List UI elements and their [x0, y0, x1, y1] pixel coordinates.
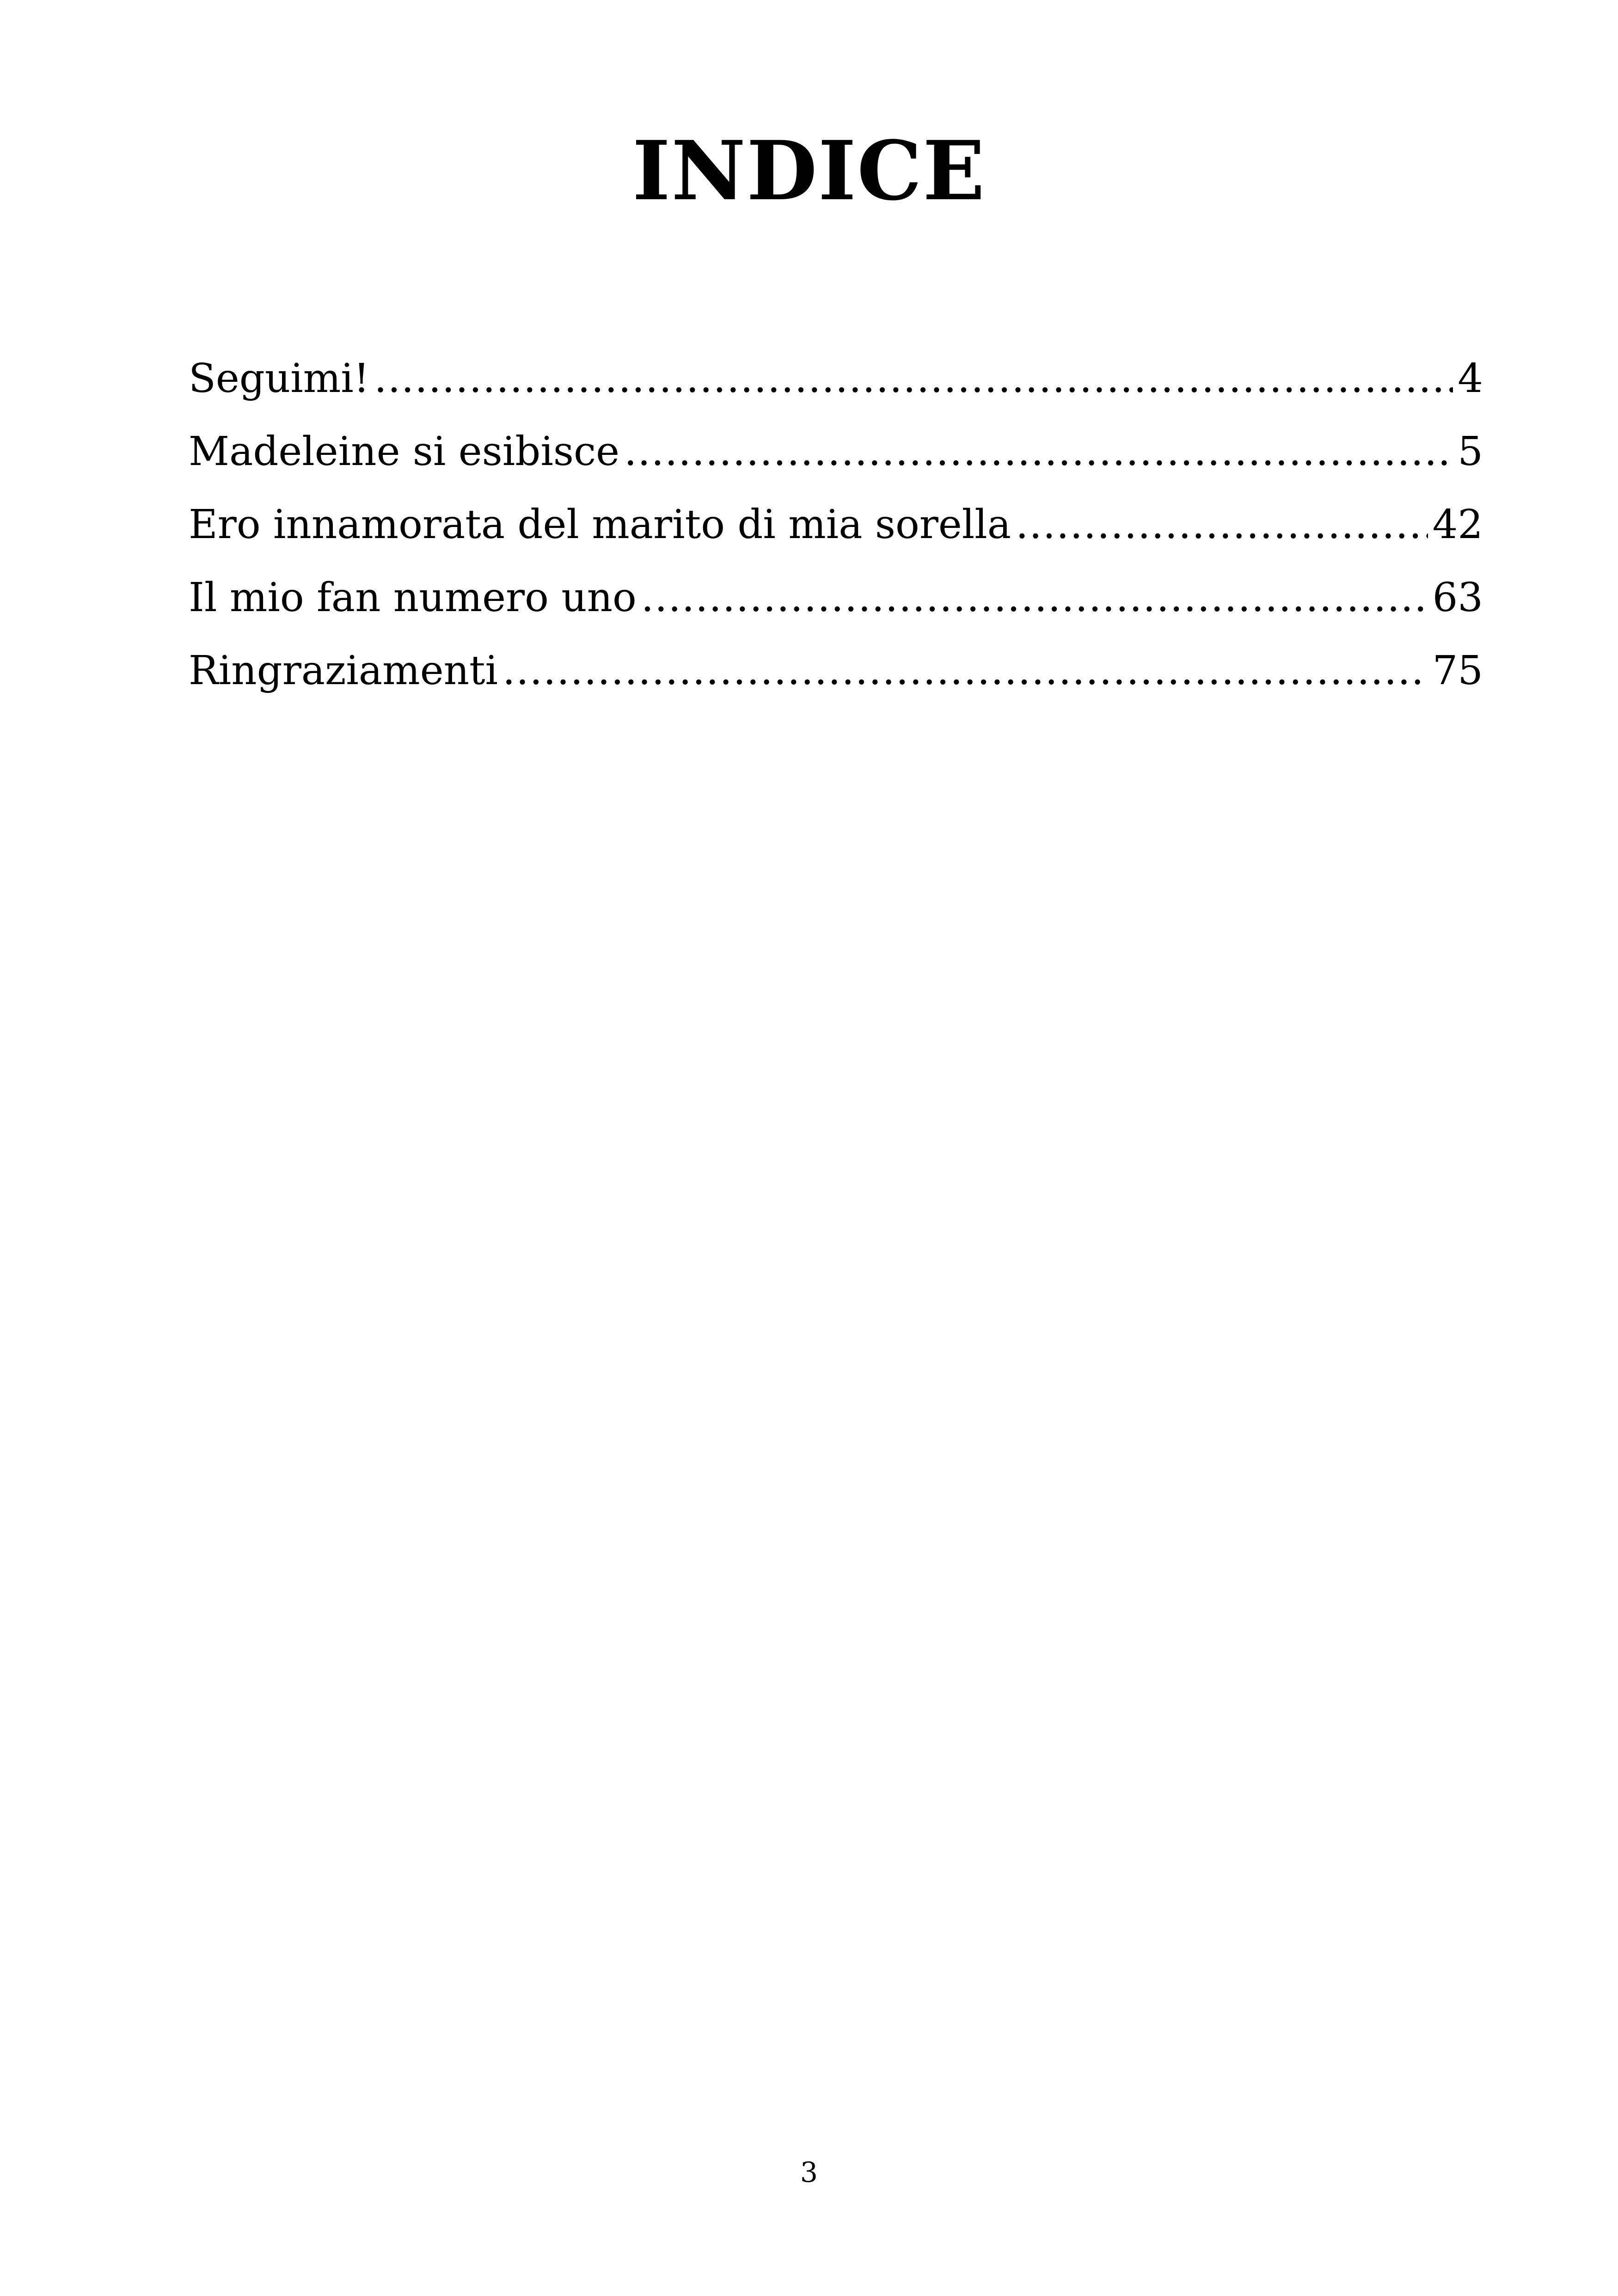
toc-entry-page: 75 — [1432, 648, 1483, 694]
toc-dot-leader — [624, 415, 1453, 488]
toc-dot-leader — [1016, 488, 1428, 561]
toc-entry[interactable] — [189, 342, 1483, 415]
toc-entry-title: Il mio fan numero uno — [189, 575, 637, 621]
toc-entry[interactable] — [189, 561, 1483, 634]
toc-entry[interactable] — [189, 634, 1483, 707]
toc-dot-leader — [374, 342, 1453, 415]
toc-entry-title: Madeleine si esibisce — [189, 429, 620, 475]
toc-entry-page: 4 — [1458, 355, 1483, 402]
toc-dot-leader — [503, 634, 1428, 707]
page-number: 3 — [800, 2156, 818, 2189]
toc-dot-leader — [641, 561, 1428, 634]
toc-entry[interactable] — [189, 415, 1483, 488]
toc-entry-title: Ringraziamenti — [189, 648, 498, 694]
toc-entry-page: 63 — [1432, 575, 1483, 621]
page-title: INDICE — [632, 123, 986, 219]
toc-entry-title: Seguimi! — [189, 355, 370, 402]
toc-entry-page: 5 — [1458, 429, 1483, 475]
table-of-contents — [189, 342, 1483, 707]
toc-entry-title: Ero innamorata del marito di mia sorella — [189, 502, 1011, 548]
toc-entry-page: 42 — [1432, 502, 1483, 548]
toc-entry[interactable] — [189, 488, 1483, 561]
